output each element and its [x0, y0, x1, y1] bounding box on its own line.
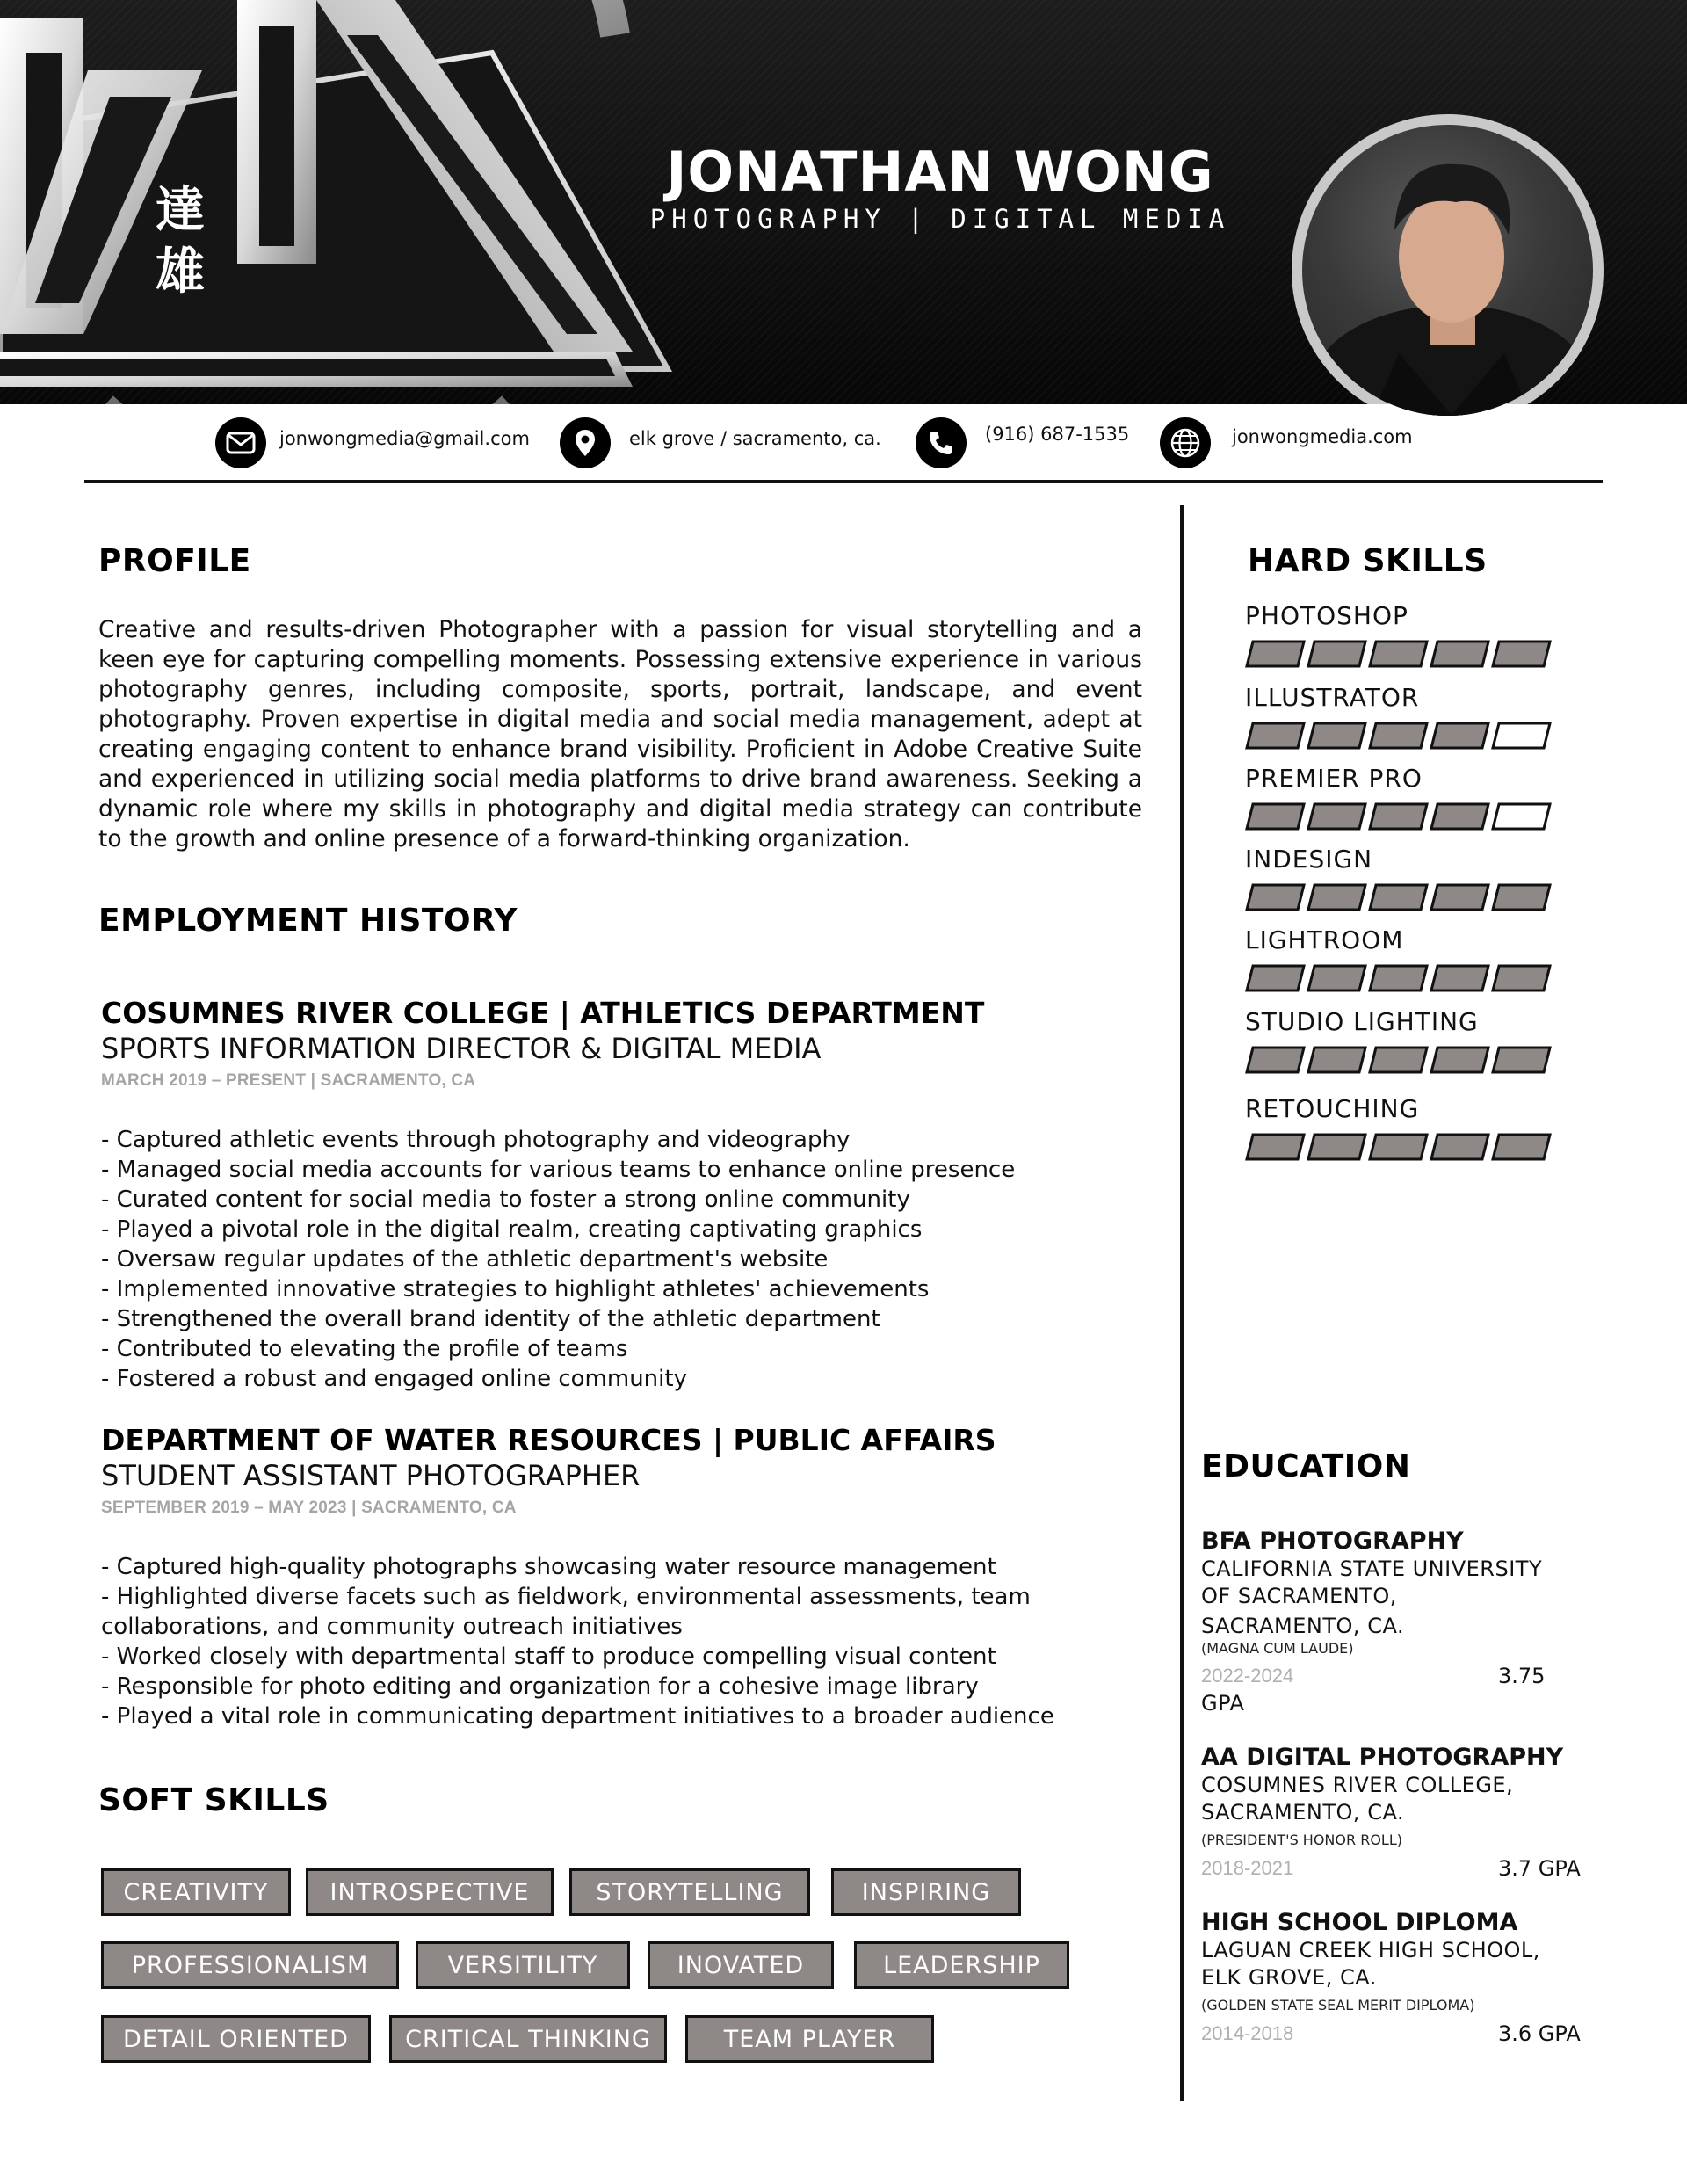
- rating-segment-filled: [1493, 885, 1550, 910]
- edu-degree: BFA PHOTOGRAPHY: [1201, 1527, 1464, 1555]
- rating-segment-filled: [1247, 723, 1304, 748]
- job-bullet: - Worked closely with departmental staff to produce compelling visual content: [101, 1643, 996, 1670]
- rating-segment-filled: [1247, 966, 1304, 990]
- job-bullet: - Curated content for social media to foster a strong online community: [101, 1186, 910, 1213]
- rating-segment-filled: [1370, 966, 1427, 990]
- rating-segment-filled: [1370, 1135, 1427, 1159]
- edu-school-line: LAGUAN CREEK HIGH SCHOOL,: [1201, 1938, 1540, 1963]
- rating-segment-filled: [1370, 723, 1427, 748]
- edu-gpa: 3.75: [1498, 1664, 1546, 1688]
- rating-segment-filled: [1431, 966, 1488, 990]
- soft-skill-tag: CREATIVITY: [101, 1868, 291, 1916]
- job-bullet: - Managed social media accounts for various teams to enhance online presence: [101, 1157, 1016, 1183]
- job-dates: MARCH 2019 – PRESENT | SACRAMENTO, CA: [101, 1071, 476, 1090]
- phone-icon: [916, 417, 967, 468]
- hard-skill-label: PREMIER PRO: [1245, 764, 1423, 793]
- employment-heading: EMPLOYMENT HISTORY: [98, 903, 518, 939]
- job-bullet: - Played a vital role in communicating department initiatives to a broader audience: [101, 1703, 1054, 1730]
- soft-skill-tag: CRITICAL THINKING: [389, 2015, 667, 2063]
- rating-segment-filled: [1308, 642, 1365, 666]
- rating-segment-filled: [1493, 1135, 1550, 1159]
- rating-segment-filled: [1370, 642, 1427, 666]
- rating-segment-filled: [1247, 1048, 1304, 1072]
- candidate-name: JONATHAN WONG: [666, 140, 1214, 204]
- rating-segment-filled: [1370, 885, 1427, 910]
- hard-skill-rating: [1245, 882, 1553, 912]
- job-dates: SEPTEMBER 2019 – MAY 2023 | SACRAMENTO, CA: [101, 1498, 517, 1517]
- rating-segment-filled: [1308, 1135, 1365, 1159]
- logo-glyphs: 達雄: [156, 182, 205, 301]
- hard-skill-rating: [1245, 639, 1553, 669]
- hard-skill-label: INDESIGN: [1245, 845, 1373, 874]
- soft-skill-tag: INTROSPECTIVE: [306, 1868, 554, 1916]
- job-title: SPORTS INFORMATION DIRECTOR & DIGITAL MEDIA: [101, 1032, 822, 1065]
- edu-school-line: SACRAMENTO, CA.: [1201, 1800, 1405, 1825]
- candidate-tagline: PHOTOGRAPHY | DIGITAL MEDIA: [649, 204, 1231, 234]
- hard-skill-rating: [1245, 721, 1553, 751]
- profile-text: Creative and results-driven Photographer with a passion for visual storytelling and a keen eye for capturing compelling moments. Possessing extensive experience in various photography genres, including composite, sports, portrait, landscape, and event photography. Proven expertise in digital media and social media management, adept at creating engaging content to enhance brand visibility. Proficient in Adobe Creative Suite and experienced in utilizing social media platforms to drive brand awareness. Seeking a dynamic role where my skills in photography and digital media strategy can contribute to the growth and online presence of a forward-thinking organization.: [98, 616, 1142, 853]
- edu-school-line: COSUMNES RIVER COLLEGE,: [1201, 1773, 1514, 1797]
- edu-honor-note: (GOLDEN STATE SEAL MERIT DIPLOMA): [1201, 1997, 1475, 2013]
- edu-gpa: 3.6 GPA: [1498, 2021, 1581, 2046]
- hard-skill-rating: [1245, 1045, 1553, 1075]
- rating-segment-filled: [1431, 642, 1488, 666]
- hard-skills-heading: HARD SKILLS: [1248, 543, 1488, 579]
- job-bullet: - Captured athletic events through photography and videography: [101, 1127, 851, 1153]
- edu-degree: AA DIGITAL PHOTOGRAPHY: [1201, 1744, 1564, 1771]
- job-bullet: - Implemented innovative strategies to highlight athletes' achievements: [101, 1276, 930, 1302]
- location-pin-icon: [560, 417, 611, 468]
- column-divider: [1180, 505, 1184, 2101]
- soft-skill-tag: INSPIRING: [831, 1868, 1021, 1916]
- rating-segment-filled: [1308, 1048, 1365, 1072]
- rating-segment-filled: [1493, 1048, 1550, 1072]
- edu-years: 2014-2018: [1201, 2022, 1294, 2044]
- edu-school-line: OF SACRAMENTO,: [1201, 1584, 1397, 1608]
- job-bullet: - Captured high-quality photographs showcasing water resource management: [101, 1554, 996, 1580]
- profile-photo: [1302, 125, 1593, 416]
- soft-skill-tag: LEADERSHIP: [854, 1941, 1069, 1989]
- rating-segment-filled: [1247, 642, 1304, 666]
- hard-skill-label: PHOTOSHOP: [1245, 601, 1408, 630]
- job-title: STUDENT ASSISTANT PHOTOGRAPHER: [101, 1459, 641, 1492]
- globe-icon: [1160, 417, 1211, 468]
- hard-skill-rating: [1245, 1132, 1553, 1162]
- contact-divider: [84, 480, 1603, 483]
- edu-honor-note: (PRESIDENT'S HONOR ROLL): [1201, 1832, 1402, 1848]
- hard-skill-label: LIGHTROOM: [1245, 925, 1404, 954]
- education-heading: EDUCATION: [1201, 1448, 1411, 1484]
- job-bullet: - Oversaw regular updates of the athletic department's website: [101, 1246, 829, 1273]
- job-bullet: - Strengthened the overall brand identity of the athletic department: [101, 1306, 880, 1332]
- job-bullet: - Highlighted diverse facets such as fieldwork, environmental assessments, team: [101, 1584, 1031, 1610]
- rating-segment-filled: [1247, 885, 1304, 910]
- soft-skill-tag: PROFESSIONALISM: [101, 1941, 399, 1989]
- edu-gpa-label: GPA: [1201, 1691, 1245, 1716]
- contact-website[interactable]: jonwongmedia.com: [1232, 426, 1413, 447]
- job-bullets: [101, 1552, 1147, 1731]
- hard-skill-label: STUDIO LIGHTING: [1245, 1007, 1479, 1036]
- rating-segment-filled: [1370, 1048, 1427, 1072]
- job-company: DEPARTMENT OF WATER RESOURCES | PUBLIC AFFAIRS: [101, 1423, 996, 1457]
- rating-segment-filled: [1308, 723, 1365, 748]
- rating-segment-filled: [1493, 966, 1550, 990]
- rating-segment-filled: [1308, 885, 1365, 910]
- hard-skill-label: ILLUSTRATOR: [1245, 683, 1420, 712]
- rating-segment-filled: [1431, 1048, 1488, 1072]
- soft-skill-tag: VERSITILITY: [416, 1941, 630, 1989]
- job-bullet: - Played a pivotal role in the digital realm, creating captivating graphics: [101, 1216, 923, 1243]
- hard-skill-rating: [1245, 802, 1553, 831]
- email-icon: [215, 417, 266, 468]
- edu-gpa: 3.7 GPA: [1498, 1856, 1581, 1881]
- edu-school-line: ELK GROVE, CA.: [1201, 1965, 1377, 1990]
- job-bullet: - Contributed to elevating the profile of teams: [101, 1336, 628, 1362]
- job-company: COSUMNES RIVER COLLEGE | ATHLETICS DEPARTMENT: [101, 996, 985, 1030]
- hard-skill-label: RETOUCHING: [1245, 1094, 1420, 1123]
- soft-skills-heading: SOFT SKILLS: [98, 1782, 329, 1818]
- contact-location: elk grove / sacramento, ca.: [629, 428, 881, 449]
- rating-segment-empty: [1493, 723, 1550, 748]
- edu-degree: HIGH SCHOOL DIPLOMA: [1201, 1909, 1518, 1936]
- rating-segment-filled: [1308, 966, 1365, 990]
- rating-segment-filled: [1370, 804, 1427, 829]
- edu-school-line: CALIFORNIA STATE UNIVERSITY: [1201, 1556, 1543, 1581]
- job-bullet: - Fostered a robust and engaged online community: [101, 1366, 687, 1392]
- rating-segment-filled: [1247, 804, 1304, 829]
- rating-segment-filled: [1431, 723, 1488, 748]
- rating-segment-empty: [1493, 804, 1550, 829]
- rating-segment-filled: [1431, 885, 1488, 910]
- rating-segment-filled: [1308, 804, 1365, 829]
- profile-heading: PROFILE: [98, 543, 251, 579]
- soft-skill-tag: DETAIL ORIENTED: [101, 2015, 371, 2063]
- edu-years: 2022-2024: [1201, 1665, 1294, 1687]
- rating-segment-filled: [1431, 804, 1488, 829]
- edu-years: 2018-2021: [1201, 1857, 1294, 1879]
- rating-segment-filled: [1493, 642, 1550, 666]
- soft-skill-tag: STORYTELLING: [569, 1868, 810, 1916]
- soft-skill-tag: INOVATED: [648, 1941, 834, 1989]
- rating-segment-filled: [1431, 1135, 1488, 1159]
- hard-skill-rating: [1245, 963, 1553, 993]
- rating-segment-filled: [1247, 1135, 1304, 1159]
- contact-phone[interactable]: (916) 687-1535: [985, 424, 1130, 445]
- job-bullet: - Responsible for photo editing and organization for a cohesive image library: [101, 1673, 979, 1700]
- logo: [0, 0, 685, 404]
- edu-honor-note: (MAGNA CUM LAUDE): [1201, 1640, 1354, 1657]
- job-bullets: [101, 1125, 1147, 1394]
- contact-email[interactable]: jonwongmedia@gmail.com: [279, 428, 530, 449]
- edu-school-line: SACRAMENTO, CA.: [1201, 1614, 1405, 1638]
- soft-skill-tag: TEAM PLAYER: [685, 2015, 934, 2063]
- job-bullet: collaborations, and community outreach initiatives: [101, 1614, 683, 1640]
